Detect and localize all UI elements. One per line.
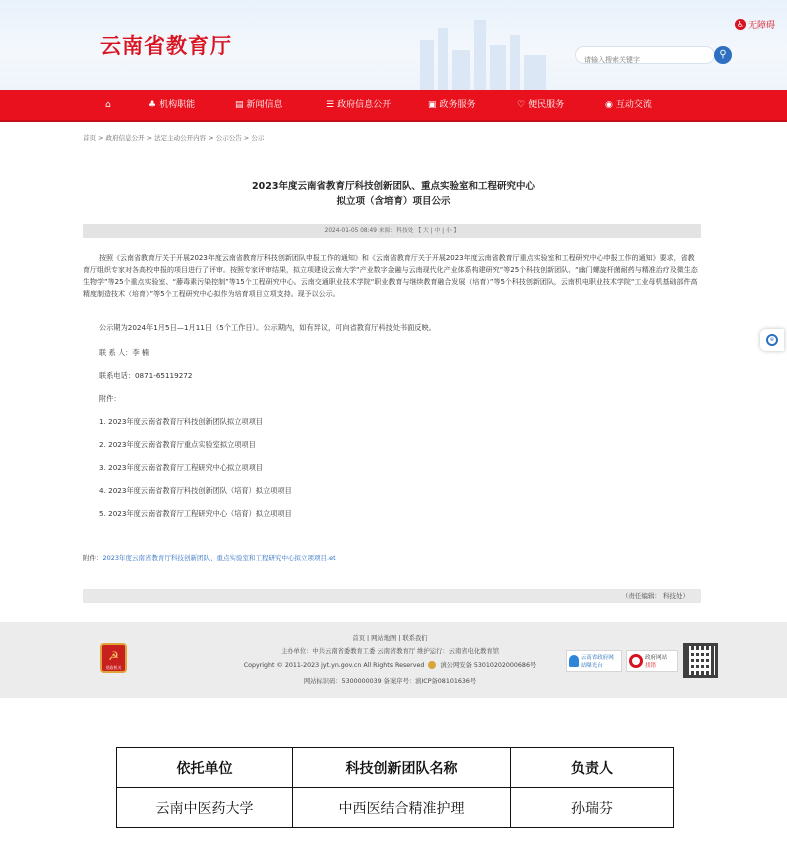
badge2-line2: 找错: [645, 663, 657, 669]
contact-phone: 联系电话：0871-65119272: [99, 371, 193, 380]
breadcrumb[interactable]: 首页 > 政府信息公开 > 法定主动公开内容 > 公示公告 > 公示: [83, 134, 265, 142]
attachment-link[interactable]: 2023年度云南省教育厅科技创新团队、重点实验室和工程研究中心拟立项项目.et: [102, 554, 336, 562]
attachment-item: 4. 2023年度云南省教育厅科技创新团队（培育）拟立项项目: [99, 486, 292, 495]
article-title-line2: 拟立项（含培育）项目公示: [336, 196, 451, 207]
site-title[interactable]: 云南省教育厅: [100, 34, 232, 58]
badge2-line1: 政府网站: [645, 655, 668, 661]
search-button[interactable]: [714, 46, 732, 64]
header-cell: 科技创新团队名称: [293, 748, 511, 788]
news-icon: ▤: [235, 100, 244, 110]
nav-interact-label: 互动交流: [615, 100, 652, 110]
police-badge-icon: [428, 661, 436, 669]
accessibility-label: 无障碍: [747, 21, 775, 31]
article-title-line1: 2023年度云南省教育厅科技创新团队、重点实验室和工程研究中心: [252, 181, 535, 192]
skyline-illustration: [400, 10, 580, 90]
site-error-badge[interactable]: [626, 650, 678, 672]
party-emblem-icon[interactable]: ☭ 党政机关: [100, 643, 127, 673]
table-cell: 孙瑞芬: [511, 788, 674, 828]
side-float-button[interactable]: [760, 329, 784, 351]
site-header: [0, 0, 787, 90]
nav-news-label: 新闻信息: [246, 100, 283, 110]
cloud-icon: [569, 655, 579, 667]
share-icon: e: [766, 334, 778, 346]
badge1-label: 云南省政府网站曝光台: [580, 655, 614, 669]
org-icon: ♣: [148, 100, 157, 110]
table-header-row: [117, 748, 674, 788]
footer-units: 主办单位：中共云南省委教育工委 云南省教育厅 维护运行：云南省电化教育馆: [280, 648, 500, 655]
table-row: [117, 788, 674, 828]
magnifier-icon: [629, 654, 643, 668]
nav-home[interactable]: [105, 90, 114, 120]
attachments-label: 附件：: [99, 394, 121, 403]
nav-convenience[interactable]: [517, 90, 564, 120]
search-input[interactable]: [576, 52, 706, 68]
badge2-label: [645, 653, 667, 669]
nav-gov-info[interactable]: [326, 90, 391, 120]
footer-copyright: [200, 660, 580, 669]
search-icon: ⚲: [719, 49, 727, 60]
contact-person: 联 系 人：李 楠: [99, 348, 149, 357]
qr-code: [683, 643, 718, 678]
nav-org[interactable]: [148, 90, 195, 120]
nav-interact[interactable]: [605, 90, 652, 120]
table-cell: 云南中医药大学: [117, 788, 293, 828]
beian-text[interactable]: 滇公网安备 53010202000686号: [440, 662, 537, 669]
heart-icon: ♡: [517, 100, 526, 110]
attachment-prefix: 附件：: [83, 554, 103, 562]
attachment-item: 2. 2023年度云南省教育厅重点实验室拟立项项目: [99, 440, 256, 449]
header-cell: 负责人: [511, 748, 674, 788]
main-nav: [0, 90, 787, 122]
home-icon: ⌂: [105, 100, 111, 110]
footer-links[interactable]: 首页 | 网站地图 | 联系我们: [352, 635, 428, 642]
list-icon: ☰: [326, 100, 335, 110]
copyright-text: Copyright © 2011-2023 jyt.yn.gov.cn All Rights Reserved: [243, 662, 425, 669]
nav-convenience-label: 便民服务: [528, 100, 565, 110]
article-paragraph: 按照《云南省教育厅关于开展2023年度云南省教育厅科技创新团队申报工作的通知》和《云南省教育厅关于开展2023年度云南省教育厅重点实验室和工程研究中心申报工作的通知》要求，省教育厅组织专家对各高校申报的项目进行了评审。按照专家评审结果，拟立项建设云南大学“产业数字金融与云南现代化产业体系构建研究”等25个科技创新团队、“幽门螺旋杆菌耐药与精准治疗及微生态生物学”等25个重点实验室、“藤毒素污染控制”等15个工程研究中心。云南交通职业技术学院“职业教育与继续教育融合发展（培育）”等5个科技创新团队，云南机电职业技术学院“工业母机基础部件高精度制造技术（培育）”等5个工程研究中心拟作为培育项目立项支持。现予以公示。: [83, 254, 698, 298]
chat-icon: ◉: [605, 100, 613, 110]
accessibility-icon: ♿: [736, 20, 745, 29]
doc-icon: ▣: [428, 100, 437, 110]
attachment-row: [83, 553, 336, 562]
exposure-platform-badge[interactable]: [566, 650, 622, 672]
nav-gov-info-label: 政府信息公开: [337, 100, 392, 110]
search-box: [575, 46, 715, 64]
nav-news[interactable]: [235, 90, 283, 120]
nav-service[interactable]: [428, 90, 476, 120]
attachment-item: 5. 2023年度云南省教育厅工程研究中心（培育）拟立项项目: [99, 509, 292, 518]
emblem-text: 党政机关: [105, 665, 122, 670]
editor-bar: （责任编辑： 科技处）: [83, 589, 701, 603]
header-cell: 依托单位: [117, 748, 293, 788]
publicity-period: 公示期为2024年1月5日—1月11日（5个工作日）。公示期内，如有异议，可向省教育厅科技处书面反映。: [99, 323, 436, 332]
nav-service-label: 政务服务: [439, 100, 476, 110]
table-cell: 中西医结合精准护理: [293, 788, 511, 828]
attachment-item: 3. 2023年度云南省教育厅工程研究中心拟立项项目: [99, 463, 263, 472]
accessibility-link[interactable]: [735, 18, 775, 31]
article-meta: 2024-01-05 08:49 来源：科技处 【 大 | 中 | 小 】: [83, 224, 701, 238]
footer-ids: 网站标识码：5300000039 备案序号：滇ICP备08101636号: [303, 678, 477, 685]
nav-org-label: 机构职能: [159, 100, 196, 110]
attachment-item: 1. 2023年度云南省教育厅科技创新团队拟立项项目: [99, 417, 263, 426]
team-table: [116, 747, 674, 828]
